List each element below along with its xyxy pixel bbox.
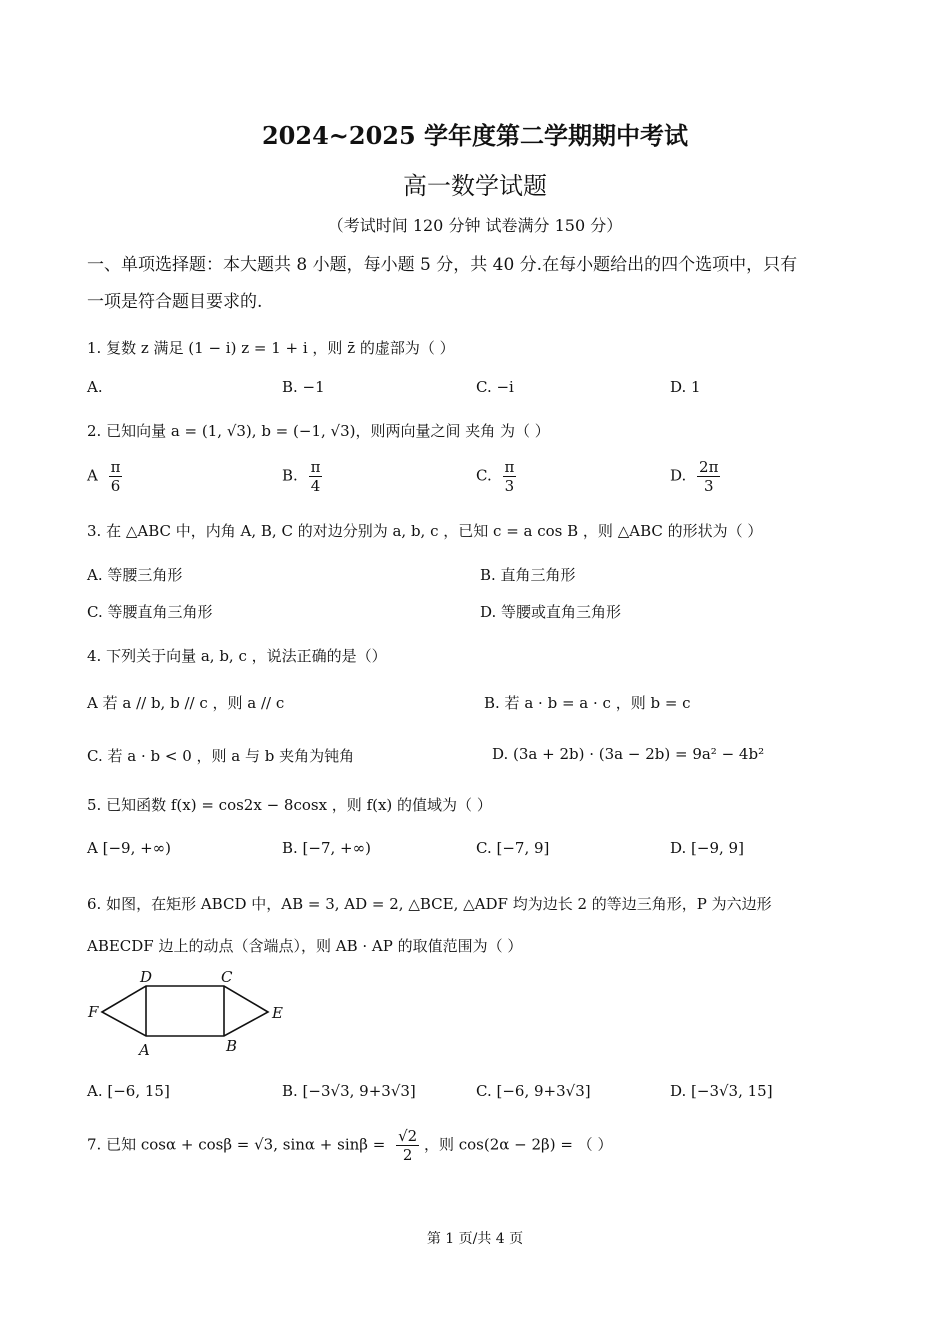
question-3: 3. 在 △ABC 中，内角 A, B, C 的对边分别为 a, b, c ，已知 c = a cos B ，则 △ABC 的形状为（ ） xyxy=(87,522,763,540)
question-6-line2: ABECDF 边上的动点（含端点），则 AB · AP 的取值范围为（ ） xyxy=(87,937,523,955)
figure-label-e: E xyxy=(272,1004,283,1022)
exam-info: （考试时间 120 分钟 试卷满分 150 分） xyxy=(327,216,623,235)
q3-option-a: A. 等腰三角形 xyxy=(87,566,183,584)
q1-option-a: A. xyxy=(87,378,103,396)
hexagon-outline xyxy=(102,986,268,1036)
exam-title: 2024~2025 学年度第二学期期中考试 xyxy=(261,121,689,150)
page-footer: 第 1 页/共 4 页 xyxy=(426,1231,524,1247)
q4-option-c: C. 若 a · b < 0 ，则 a 与 b 夹角为钝角 xyxy=(87,747,355,765)
exam-subtitle: 高一数学试题 xyxy=(403,172,547,200)
figure-label-c: C xyxy=(221,968,233,986)
q3-option-d: D. 等腰或直角三角形 xyxy=(480,603,622,621)
q6-option-d: D. [−3√3, 15] xyxy=(670,1082,773,1100)
question-7: 7. 已知 cosα + cosβ = √3, sinα + sinβ = $\frac{√2}{2}$ ，则 cos(2α − 2β) = （ ） xyxy=(87,1127,613,1164)
q5-option-a: A [−9, +∞) xyxy=(87,839,172,857)
q2-option-b: B. $\frac{\pi}{4}$ xyxy=(282,458,321,495)
q4-option-b: B. 若 a · b = a · c ，则 b = c xyxy=(484,694,691,712)
q2-option-a: A $\frac{\pi}{6}$ xyxy=(87,458,121,495)
q5-option-c: C. [−7, 9] xyxy=(476,839,550,857)
q3-option-b: B. 直角三角形 xyxy=(480,566,576,584)
figure-label-a: A xyxy=(139,1041,150,1059)
figure-label-b: B xyxy=(226,1037,238,1055)
question-4: 4. 下列关于向量 a, b, c ，说法正确的是（） xyxy=(87,647,387,665)
q4-option-a: A 若 a // b, b // c ，则 a // c xyxy=(87,694,285,712)
q5-option-b: B. [−7, +∞) xyxy=(282,839,371,857)
q1-option-b: B. −1 xyxy=(282,378,325,396)
q1-option-d: D. 1 xyxy=(670,378,701,396)
question-6-line1: 6. 如图，在矩形 ABCD 中，AB = 3, AD = 2, △BCE, △ADF 均为边长 2 的等边三角形，P 为六边形 xyxy=(87,895,772,913)
question-2: 2. 已知向量 a = (1, √3), b = (−1, √3)，则两向量之间 夹角 为（ ） xyxy=(87,422,550,440)
q6-option-c: C. [−6, 9+3√3] xyxy=(476,1082,591,1100)
hexagon-figure xyxy=(84,966,294,1062)
q6-option-a: A. [−6, 15] xyxy=(87,1082,170,1100)
q2-option-d: D. $\frac{2\pi}{3}$ xyxy=(670,458,719,495)
q5-option-d: D. [−9, 9] xyxy=(670,839,744,857)
q1-option-c: C. −i xyxy=(476,378,514,396)
figure-label-d: D xyxy=(140,968,153,986)
section-heading-line2: 一项是符合题目要求的. xyxy=(87,292,263,312)
figure-label-f: F xyxy=(88,1003,99,1021)
question-5: 5. 已知函数 f(x) = cos2x − 8cosx ，则 f(x) 的值域为（ ） xyxy=(87,796,492,814)
q4-option-d: D. (3a + 2b) · (3a − 2b) = 9a² − 4b² xyxy=(492,745,765,763)
section-heading-line1: 一、单项选择题：本大题共 8 小题，每小题 5 分，共 40 分.在每小题给出的四个选项中，只有 xyxy=(87,255,798,275)
q3-option-c: C. 等腰直角三角形 xyxy=(87,603,213,621)
q6-option-b: B. [−3√3, 9+3√3] xyxy=(282,1082,416,1100)
question-1: 1. 复数 z 满足 (1 − i) z = 1 + i ，则 z̄ 的虚部为（ ） xyxy=(87,339,455,357)
q2-option-c: C. $\frac{\pi}{3}$ xyxy=(476,458,515,495)
